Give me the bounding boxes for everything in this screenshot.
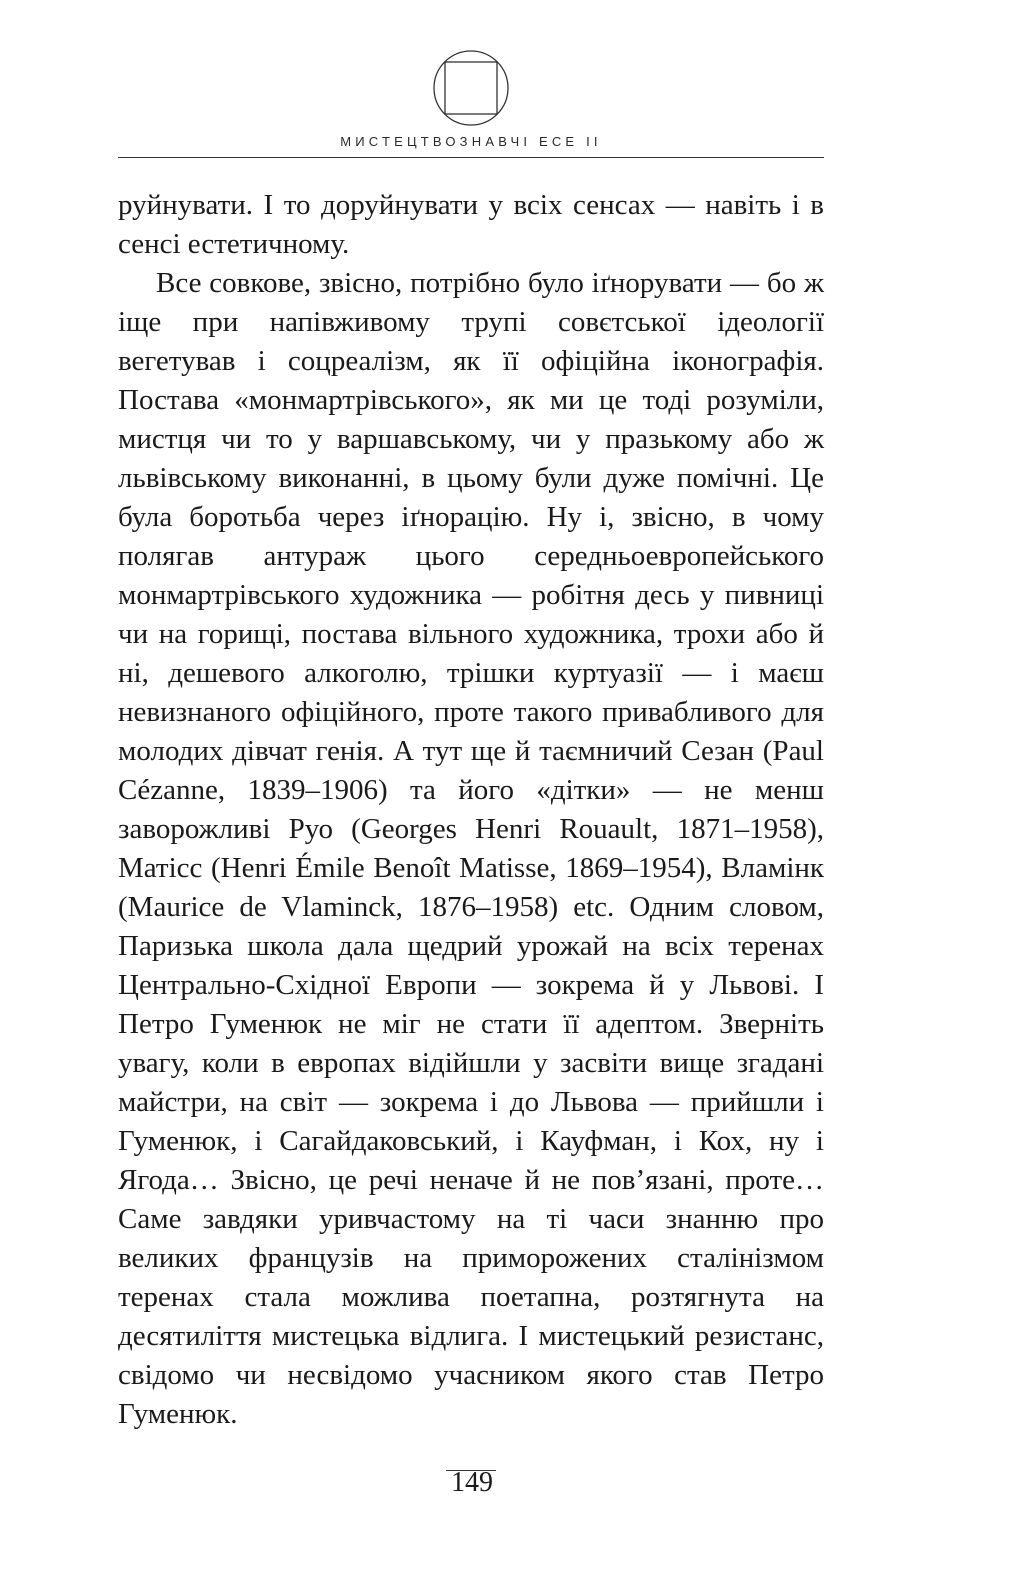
page-number: 149 [451, 1467, 493, 1498]
paragraph-continuation: руйнувати. І то доруйнувати у всіх сенсах — навіть і в сенсі естетичному. [118, 189, 824, 260]
running-head: МИСТЕЦТВОЗНАВЧІ ЕСЕ II [340, 134, 602, 149]
paragraph: Все совкове, звісно, потрібно було іґнорувати — бо ж іще при напівживому трупі совєтської ідеології вегетував і соцреалізм, як її офіційна іконографія. Постава «монмартрівського», як ми це тоді розуміли, мистця чи то у варшавському, чи у празькому або ж львівському виконанні, в цьому були дуже помічні. Це була боротьба через іґнорацію. Ну і, звісно, в чому полягав антураж цього середньоевропейського монмартрівського художника — робітня десь у пивниці чи на горищі, постава вільного художника, трохи або й ні, дешевого алкоголю, трішки куртуазії — і маєш невизнаного офіційного, проте такого привабливого для молодих дівчат генія. А тут ще й таємничий Сезан (Paul Cézanne, 1839–1906) та його «дітки» — не менш заворожливі Руо (Georges Henri Rouault, 1871–1958), Матісс (Henri Émile Benoît Matisse, 1869–1954), Вламінк (Maurice de Vlaminck, 1876–1958) etc. Одним словом, Паризька школа дала щедрий урожай на всіх теренах Центрально-Східної Европи — зокрема й у Львові. І Петро Гуменюк не міг не стати її адептом. Зверніть увагу, коли в европах відійшли у засвіти вище згадані майстри, на світ — зокрема і до Львова — прийшли і Гуменюк, і Сагайдаковський, і Кауфман, і Кох, ну і Ягода… Звісно, це речі неначе й не пов’язані, проте… Саме завдяки уривчастому на ті часи знанню про великих французів на приморожених сталінізмом теренах стала можлива поетапна, розтягнута на десятиліття мистецька відлига. І мистецький резистанс, свідомо чи несвідомо учасником якого став Петро Гуменюк. [118, 267, 824, 1430]
header-rule [118, 157, 824, 158]
circle-square-emblem-icon [431, 48, 511, 128]
body-text [118, 186, 824, 1430]
